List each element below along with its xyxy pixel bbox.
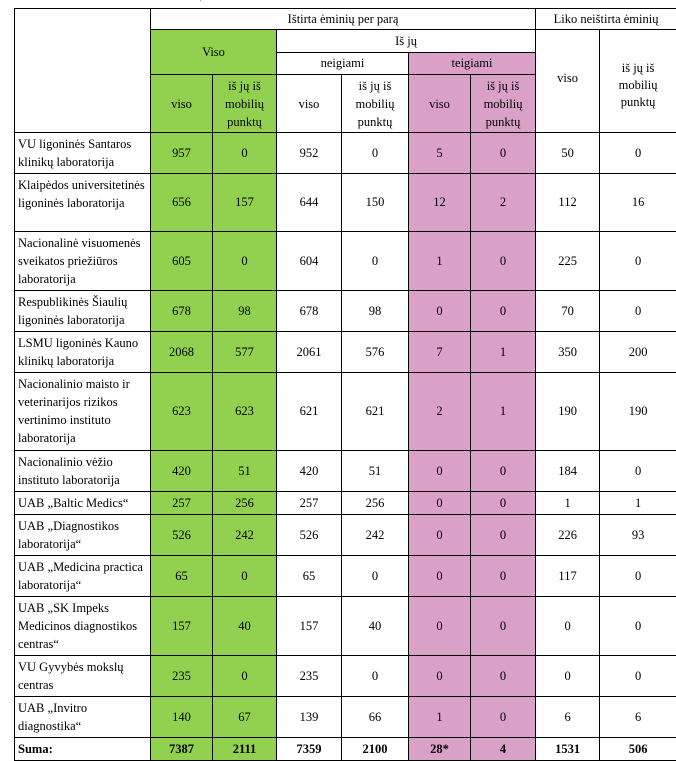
cell-pos-mobile: 1 (471, 373, 536, 451)
cell-left-mobile: 93 (600, 515, 676, 556)
sum-neg-mobile: 2100 (342, 738, 409, 761)
cell-left-total: 70 (536, 291, 600, 332)
cell-left-mobile: 0 (600, 291, 676, 332)
cell-all-mobile: 67 (213, 697, 277, 738)
header-negative: neigiami (277, 53, 409, 75)
cell-left-total: 226 (536, 515, 600, 556)
cell-left-mobile: 16 (600, 174, 676, 232)
cell-pos-total: 0 (409, 515, 471, 556)
cell-all-total: 235 (151, 656, 213, 697)
cell-left-total: 350 (536, 332, 600, 373)
cell-pos-total: 2 (409, 373, 471, 451)
lab-name: Respublikinės Šiaulių ligoninės laboratorija (15, 291, 151, 332)
lab-name: UAB „Medicina practica laboratorija“ (15, 556, 151, 597)
cell-neg-total: 235 (277, 656, 342, 697)
lab-name: LSMU ligoninės Kauno klinikų laboratorija (15, 332, 151, 373)
table-row (15, 697, 676, 738)
header-all-mobile: iš jų iš mobilių punktų (213, 75, 277, 133)
cell-left-mobile: 200 (600, 332, 676, 373)
cell-neg-mobile: 150 (342, 174, 409, 232)
cell-pos-total: 12 (409, 174, 471, 232)
table-row (15, 332, 676, 373)
header-pos-mobile: iš jų iš mobilių punktų (471, 75, 536, 133)
cell-pos-mobile: 0 (471, 232, 536, 291)
cell-pos-total: 0 (409, 492, 471, 515)
cell-pos-mobile: 0 (471, 133, 536, 174)
cell-pos-total: 0 (409, 656, 471, 697)
sum-row (15, 738, 676, 761)
top-artifact: ' (200, 0, 201, 6)
cell-left-mobile: 0 (600, 232, 676, 291)
header-of-which: Iš jų (277, 30, 536, 53)
cell-left-total: 225 (536, 232, 600, 291)
cell-pos-mobile: 0 (471, 515, 536, 556)
table-row (15, 373, 676, 451)
cell-neg-mobile: 621 (342, 373, 409, 451)
table-row (15, 656, 676, 697)
cell-neg-total: 420 (277, 451, 342, 492)
header-tested: Ištirta ėminių per parą (151, 9, 536, 30)
cell-pos-total: 1 (409, 697, 471, 738)
cell-left-mobile: 0 (600, 556, 676, 597)
cell-left-mobile: 0 (600, 451, 676, 492)
lab-name: Nacionalinė visuomenės sveikatos priežiūros laboratorija (15, 232, 151, 291)
cell-all-total: 526 (151, 515, 213, 556)
sum-pos-mobile: 4 (471, 738, 536, 761)
table-row (15, 291, 676, 332)
lab-name: Nacionalinio maisto ir veterinarijos rizikos vertinimo instituto laboratorija (15, 373, 151, 451)
sum-all-mobile: 2111 (213, 738, 277, 761)
header-remaining-total: viso (536, 30, 600, 133)
table-row (15, 515, 676, 556)
cell-pos-total: 7 (409, 332, 471, 373)
lab-name: VU ligoninės Santaros klinikų laboratorija (15, 133, 151, 174)
cell-pos-mobile: 0 (471, 556, 536, 597)
cell-pos-mobile: 0 (471, 451, 536, 492)
sum-label: Suma: (15, 738, 151, 761)
cell-left-total: 0 (536, 656, 600, 697)
cell-neg-mobile: 0 (342, 232, 409, 291)
table-row (15, 492, 676, 515)
cell-all-mobile: 256 (213, 492, 277, 515)
cell-left-total: 0 (536, 597, 600, 656)
cell-neg-mobile: 242 (342, 515, 409, 556)
cell-left-total: 117 (536, 556, 600, 597)
corner-cell (15, 9, 151, 133)
cell-pos-total: 0 (409, 556, 471, 597)
lab-name: UAB „Invitro diagnostika“ (15, 697, 151, 738)
cell-all-total: 140 (151, 697, 213, 738)
cell-neg-mobile: 40 (342, 597, 409, 656)
cell-neg-mobile: 98 (342, 291, 409, 332)
lab-name: VU Gyvybės mokslų centras (15, 656, 151, 697)
cell-all-total: 957 (151, 133, 213, 174)
header-remaining: Liko neištirta ėminių (536, 9, 676, 30)
header-all-total: viso (151, 75, 213, 133)
cell-neg-mobile: 51 (342, 451, 409, 492)
cell-pos-mobile: 2 (471, 174, 536, 232)
cell-all-total: 65 (151, 556, 213, 597)
cell-neg-total: 2061 (277, 332, 342, 373)
cell-all-total: 656 (151, 174, 213, 232)
cell-left-mobile: 1 (600, 492, 676, 515)
table-body (15, 133, 676, 761)
table-row (15, 556, 676, 597)
cell-left-mobile: 0 (600, 656, 676, 697)
header-neg-total: viso (277, 75, 342, 133)
lab-name: Nacionalinio vėžio instituto laboratorija (15, 451, 151, 492)
table-row (15, 232, 676, 291)
cell-left-mobile: 190 (600, 373, 676, 451)
cell-neg-total: 644 (277, 174, 342, 232)
header-remaining-mobile: iš jų iš mobilių punktų (600, 30, 676, 133)
cell-pos-mobile: 0 (471, 697, 536, 738)
cell-left-mobile: 0 (600, 597, 676, 656)
cell-all-mobile: 242 (213, 515, 277, 556)
cell-neg-mobile: 0 (342, 133, 409, 174)
cell-pos-total: 0 (409, 597, 471, 656)
sum-all-total: 7387 (151, 738, 213, 761)
header-pos-total: viso (409, 75, 471, 133)
cell-pos-mobile: 0 (471, 492, 536, 515)
cell-neg-total: 952 (277, 133, 342, 174)
header-all: Viso (151, 30, 277, 75)
cell-all-total: 257 (151, 492, 213, 515)
cell-all-mobile: 40 (213, 597, 277, 656)
samples-table (14, 8, 676, 761)
cell-neg-total: 678 (277, 291, 342, 332)
cell-all-mobile: 0 (213, 133, 277, 174)
cell-neg-mobile: 0 (342, 656, 409, 697)
header-positive: teigiami (409, 53, 536, 75)
cell-pos-total: 0 (409, 451, 471, 492)
cell-all-total: 605 (151, 232, 213, 291)
cell-neg-total: 621 (277, 373, 342, 451)
cell-neg-total: 526 (277, 515, 342, 556)
cell-all-mobile: 157 (213, 174, 277, 232)
cell-neg-mobile: 0 (342, 556, 409, 597)
cell-all-mobile: 623 (213, 373, 277, 451)
sum-neg-total: 7359 (277, 738, 342, 761)
cell-all-mobile: 577 (213, 332, 277, 373)
cell-left-total: 190 (536, 373, 600, 451)
cell-all-total: 2068 (151, 332, 213, 373)
cell-all-total: 420 (151, 451, 213, 492)
lab-name: UAB „SK Impeks Medicinos diagnostikos centras“ (15, 597, 151, 656)
header-neg-mobile: iš jų iš mobilių punktų (342, 75, 409, 133)
cell-all-mobile: 0 (213, 556, 277, 597)
cell-left-mobile: 6 (600, 697, 676, 738)
cell-all-mobile: 51 (213, 451, 277, 492)
sum-pos-total: 28* (409, 738, 471, 761)
lab-name: UAB „Baltic Medics“ (15, 492, 151, 515)
cell-neg-mobile: 66 (342, 697, 409, 738)
cell-pos-mobile: 0 (471, 597, 536, 656)
cell-all-total: 623 (151, 373, 213, 451)
cell-pos-total: 1 (409, 232, 471, 291)
cell-left-total: 50 (536, 133, 600, 174)
table-row (15, 133, 676, 174)
cell-neg-total: 257 (277, 492, 342, 515)
cell-neg-mobile: 256 (342, 492, 409, 515)
table-row (15, 451, 676, 492)
cell-neg-total: 157 (277, 597, 342, 656)
sum-left-mobile: 506 (600, 738, 676, 761)
cell-pos-mobile: 0 (471, 656, 536, 697)
cell-all-total: 157 (151, 597, 213, 656)
cell-left-total: 112 (536, 174, 600, 232)
sum-left-total: 1531 (536, 738, 600, 761)
table-row (15, 597, 676, 656)
cell-all-total: 678 (151, 291, 213, 332)
lab-name: Klaipėdos universitetinės ligoninės laboratorija (15, 174, 151, 232)
cell-pos-total: 0 (409, 291, 471, 332)
cell-left-mobile: 0 (600, 133, 676, 174)
cell-neg-total: 65 (277, 556, 342, 597)
cell-neg-mobile: 576 (342, 332, 409, 373)
cell-neg-total: 604 (277, 232, 342, 291)
cell-pos-total: 5 (409, 133, 471, 174)
cell-pos-mobile: 0 (471, 291, 536, 332)
cell-all-mobile: 98 (213, 291, 277, 332)
cell-all-mobile: 0 (213, 232, 277, 291)
table-row (15, 174, 676, 232)
cell-neg-total: 139 (277, 697, 342, 738)
cell-left-total: 1 (536, 492, 600, 515)
lab-name: UAB „Diagnostikos laboratorija“ (15, 515, 151, 556)
cell-left-total: 6 (536, 697, 600, 738)
cell-all-mobile: 0 (213, 656, 277, 697)
cell-left-total: 184 (536, 451, 600, 492)
cell-pos-mobile: 1 (471, 332, 536, 373)
